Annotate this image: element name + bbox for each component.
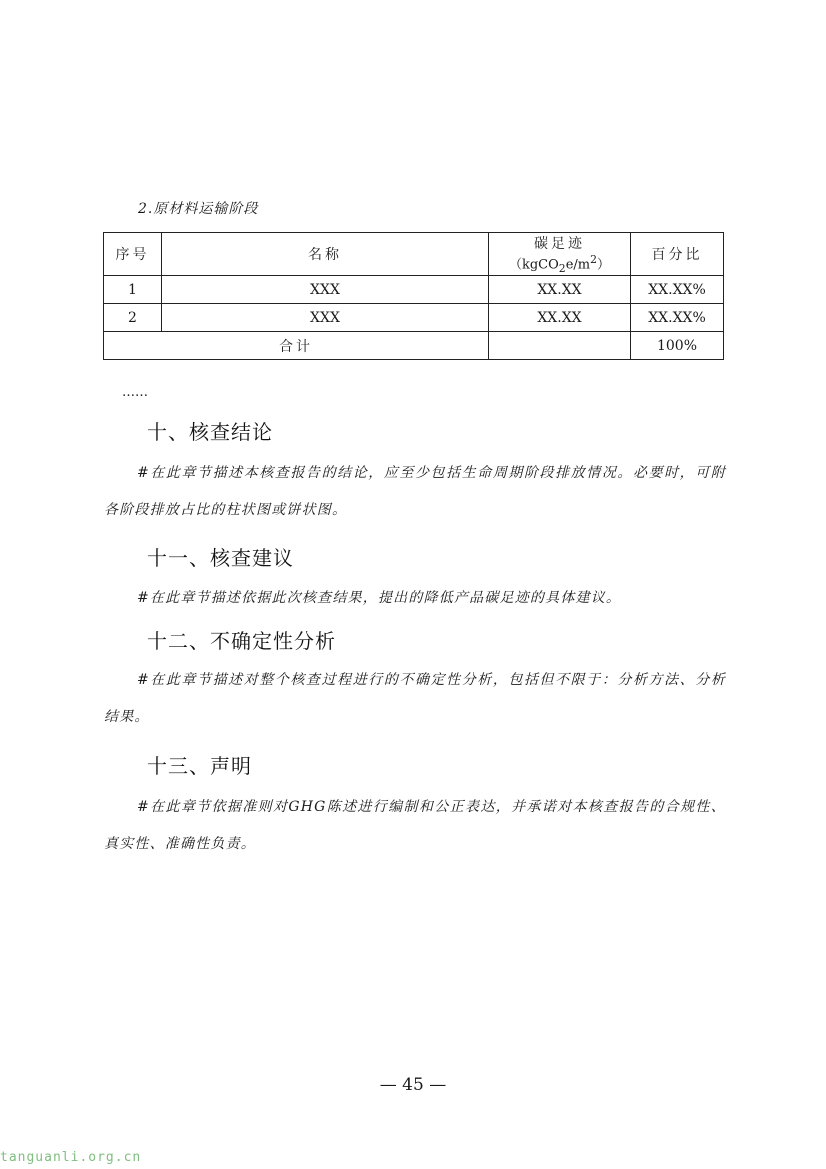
header-name: 名称 (162, 233, 489, 276)
row-index: 1 (104, 276, 162, 304)
header-carbon-unit: $(kgCO_2e/m^2)$ (508, 253, 610, 275)
watermark: tanguanli.org.cn (0, 1150, 142, 1165)
section-body-statement: #在此章节依据准则对GHG陈述进行编制和公正表达，并承诺对本核查报告的合规性、真实性、准确性负责。 (104, 799, 726, 852)
row-name: XXX (162, 276, 489, 304)
section-title-conclusion: 十、核查结论 (147, 420, 273, 444)
carbon-footprint-table (103, 232, 724, 360)
total-percent: 100% (631, 332, 724, 360)
header-percent: 百分比 (631, 233, 724, 276)
section-title-suggestions: 十一、核查建议 (147, 546, 294, 570)
header-carbon-footprint (489, 233, 631, 276)
header-carbon-label: 碳足迹 (534, 236, 585, 253)
total-carbon (489, 332, 631, 360)
row-name: XXX (162, 304, 489, 332)
header-index: 序号 (104, 233, 162, 276)
row-percent: XX.XX% (631, 276, 724, 304)
ellipsis: …… (122, 385, 148, 400)
table-header-row (104, 233, 724, 276)
table-row (104, 276, 724, 304)
section-body-uncertainty: #在此章节描述对整个核查过程进行的不确定性分析，包括但不限于：分析方法、分析结果。 (104, 672, 726, 725)
row-carbon: XX.XX (489, 276, 631, 304)
table-row (104, 304, 724, 332)
row-carbon: XX.XX (489, 304, 631, 332)
row-percent: XX.XX% (631, 304, 724, 332)
subsection-title: 2.原材料运输阶段 (138, 201, 259, 217)
total-label: 合计 (104, 332, 489, 360)
page-number: — 45 — (379, 1075, 447, 1095)
table-total-row (104, 332, 724, 360)
row-index: 2 (104, 304, 162, 332)
section-title-statement: 十三、声明 (147, 754, 252, 778)
section-body-conclusion: #在此章节描述本核查报告的结论，应至少包括生命周期阶段排放情况。必要时，可附各阶段排放占比的柱状图或饼状图。 (104, 465, 726, 518)
section-body-suggestions: #在此章节描述依据此次核查结果，提出的降低产品碳足迹的具体建议。 (137, 590, 622, 606)
section-title-uncertainty: 十二、不确定性分析 (147, 629, 336, 653)
